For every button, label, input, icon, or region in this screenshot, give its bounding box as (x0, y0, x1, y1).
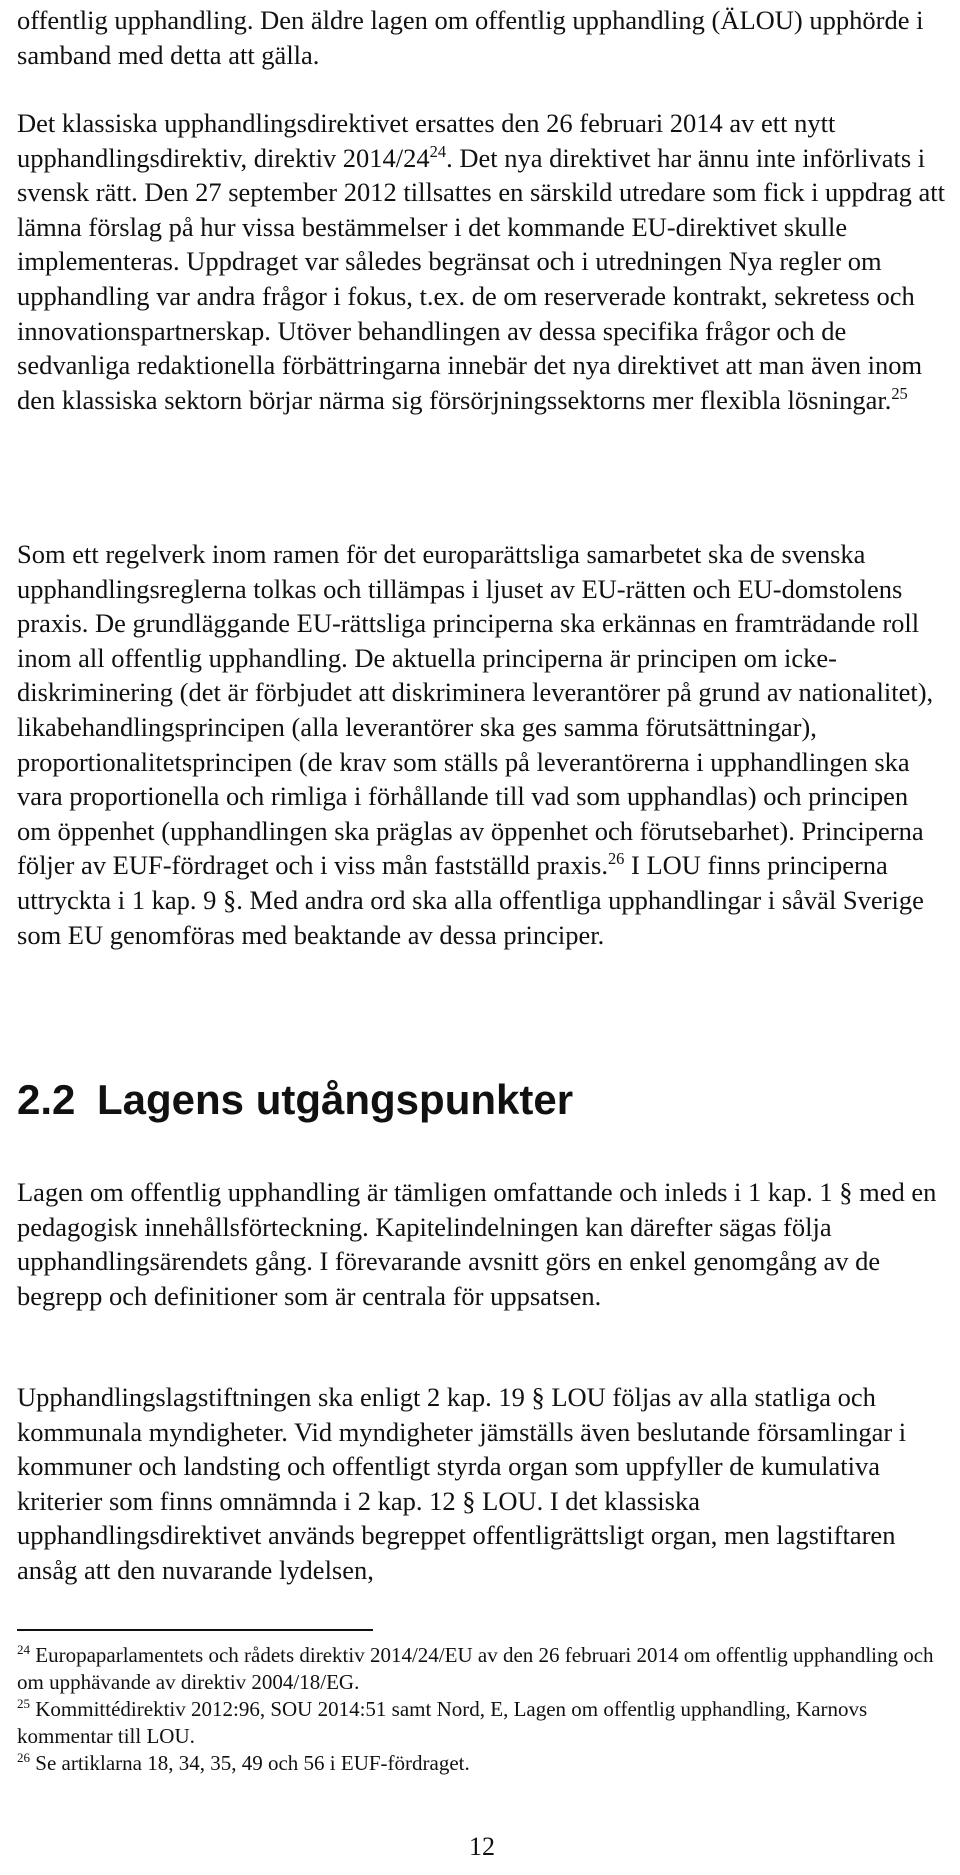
footnote-mark: 25 (17, 1696, 31, 1711)
footnote-mark: 26 (17, 1750, 31, 1765)
paragraph-text: I LOU finns principerna uttryckta i 1 kap. 9 §. Med andra ord ska alla offentliga upphandlingar i såväl Sverige som EU genomföras med beaktande av dessa principer. (17, 850, 924, 950)
footnote-text: Se artiklarna 18, 34, 35, 49 och 56 i EUF-fördraget. (30, 1751, 470, 1775)
paragraph-text: . Det nya direktivet har ännu inte införlivats i svensk rätt. Den 27 september 2012 tillsattes en särskild utredare som fick i uppdrag att lämna förslag på hur vissa bestämmelser i det kommande EU-direktivet skulle implementeras. Uppdraget var således begränsat och i utredningen Nya regler om upphandling var andra frågor i fokus, t.ex. de om reserverade kontrakt, sekretess och innovationspartnerskap. Utöver behandlingen av dessa specifika frågor och de sedvanliga redaktionella förbättringarna innebär det nya direktivet att man även inom den klassiska sektorn börjar närma sig försörjningssektorns mer flexibla lösningar. (17, 142, 946, 415)
paragraph-law-structure (17, 1175, 947, 1313)
page-number: 12 (469, 1832, 495, 1861)
section-title: Lagens utgångspunkter (97, 1076, 574, 1123)
footnote-25 (17, 1696, 947, 1750)
footnote-mark: 24 (17, 1642, 31, 1657)
section-heading (17, 1074, 573, 1126)
footnote-text: Kommittédirektiv 2012:96, SOU 2014:51 samt Nord, E, Lagen om offentlig upphandling, Karnovs kommentar till LOU. (17, 1697, 868, 1748)
footnote-ref-25[interactable]: 25 (891, 383, 908, 403)
footnote-divider (17, 1629, 373, 1631)
footnote-ref-26[interactable]: 26 (607, 849, 625, 869)
footnote-ref-24[interactable]: 24 (429, 141, 447, 161)
paragraph-continuation (17, 3, 947, 72)
paragraph-directive (17, 106, 947, 417)
footnote-text: Europaparlamentets och rådets direktiv 2014/24/EU av den 26 februari 2014 om offentlig upphandling och om upphävande av direktiv 2004/18/EG. (17, 1643, 934, 1694)
paragraph-authorities (17, 1380, 947, 1588)
footnote-24 (17, 1642, 947, 1696)
paragraph-text: Lagen om offentlig upphandling är tämligen omfattande och inleds i 1 kap. 1 § med en pedagogisk innehållsförteckning. Kapitelindelningen kan därefter sägas följa upphandlingsärendets gång. I förevarande avsnitt görs en enkel genomgång av de begrepp och definitioner som är centrala för uppsatsen. (17, 1177, 937, 1311)
paragraph-principles (17, 537, 947, 952)
footnotes (17, 1642, 947, 1777)
paragraph-text: Det klassiska upphandlingsdirektivet ersattes den 26 februari 2014 av ett nytt upphandlingsdirektiv, direktiv 2014/24 (17, 108, 836, 173)
section-number: 2.2 (17, 1076, 76, 1123)
paragraph-text: Upphandlingslagstiftningen ska enligt 2 kap. 19 § LOU följas av alla statliga och kommunala myndigheter. Vid myndigheter jämställs även beslutande församlingar i kommuner och landsting och offentligt styrda organ som uppfyller de kumulativa kriterier som finns omnämnda i 2 kap. 12 § LOU. I det klassiska upphandlingsdirektivet används begreppet offentligrättsligt organ, men lagstiftaren ansåg att den nuvarande lydelsen, (17, 1382, 907, 1585)
paragraph-text: offentlig upphandling. Den äldre lagen om offentlig upphandling (ÄLOU) upphörde i samband med detta att gälla. (17, 5, 924, 70)
paragraph-text: Som ett regelverk inom ramen för det europarättsliga samarbetet ska de svenska upphandlingsreglerna tolkas och tillämpas i ljuset av EU-rätten och EU-domstolens praxis. De grundläggande EU-rättsliga principerna ska erkännas en framträdande roll inom all offentlig upphandling. De aktuella principerna är principen om icke-diskriminering (det är förbjudet att diskriminera leverantörer på grund av nationalitet), likabehandlingsprincipen (alla leverantörer ska ges samma förutsättningar), proportionalitetsprincipen (de krav som ställs på leverantörerna i upphandlingen ska vara proportionella och rimliga i förhållande till vad som upphandlas) och principen om öppenhet (upphandlingen ska präglas av öppenhet och förutsebarhet). Principerna följer av EUF-fördraget och i viss mån fastställd praxis. (17, 539, 934, 881)
footnote-26 (17, 1750, 947, 1777)
